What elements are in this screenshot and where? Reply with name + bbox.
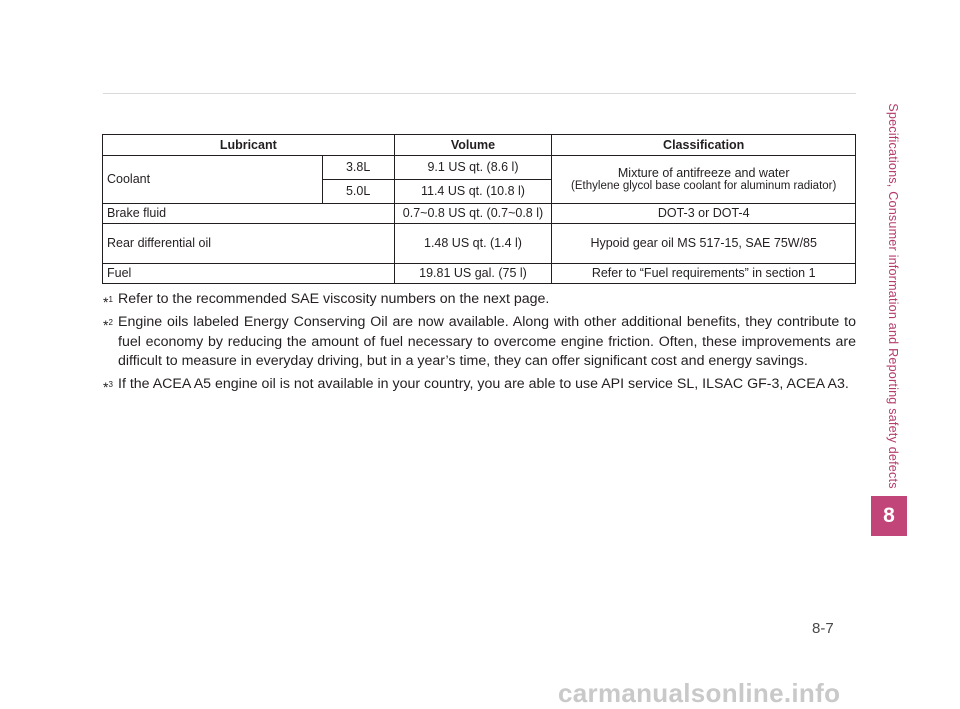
coolant-volume-5-0: 11.4 US qt. (10.8 l) — [394, 180, 552, 204]
header-divider — [103, 93, 856, 94]
header-lubricant: Lubricant — [103, 135, 395, 156]
footnote-text: Refer to the recommended SAE viscosity numbers on the next page. — [118, 291, 550, 307]
brake-fluid-volume: 0.7~0.8 US qt. (0.7~0.8 l) — [394, 204, 552, 224]
footnote-marker: *$^1$ — [103, 294, 113, 310]
coolant-volume-3-8: 9.1 US qt. (8.6 l) — [394, 156, 552, 180]
rear-diff-oil-volume: 1.48 US qt. (1.4 l) — [394, 224, 552, 264]
header-classification: Classification — [552, 135, 856, 156]
footnote-1 — [103, 290, 856, 310]
footnote-3 — [103, 375, 856, 395]
table-header-row — [103, 135, 856, 156]
brake-fluid-label: Brake fluid — [103, 204, 395, 224]
footnote-marker: *$^2$ — [103, 316, 113, 333]
coolant-label: Coolant — [103, 156, 323, 204]
section-title-vertical — [886, 100, 900, 492]
table-row — [103, 156, 856, 180]
watermark: carmanualsonline.info — [558, 678, 841, 708]
lubricant-spec-table — [102, 134, 856, 284]
header-volume: Volume — [394, 135, 552, 156]
page-number: 8-7 — [812, 620, 834, 637]
coolant-classification-line1: Mixture of antifreeze and water — [617, 165, 790, 180]
footnote-text: Engine oils labeled Energy Conserving Oil are now available. Along with other additional benefits, they contribute to fuel economy by reducing the amount of fuel necessary to overcome engine friction. Often, these improvements are difficult to measure in everyday driving, but in a year’s time, they can offer significant cost and energy savings. — [118, 313, 856, 370]
rear-diff-oil-label: Rear differential oil — [103, 224, 395, 264]
coolant-classification-line2: (Ethylene glycol base coolant for aluminum radiator) — [571, 180, 837, 193]
brake-fluid-classification: DOT-3 or DOT-4 — [552, 204, 856, 224]
footnotes — [103, 290, 856, 398]
coolant-classification — [552, 156, 856, 204]
fuel-volume: 19.81 US gal. (75 l) — [394, 264, 552, 284]
chapter-tab: 8 — [871, 496, 907, 536]
coolant-engine-5-0: 5.0L — [322, 180, 394, 204]
table-row — [103, 204, 856, 224]
fuel-classification: Refer to “Fuel requirements” in section 1 — [552, 264, 856, 284]
footnote-2 — [103, 313, 856, 372]
footnote-text: If the ACEA A5 engine oil is not available in your country, you are able to use API service SL, ILSAC GF-3, ACEA A3. — [118, 376, 849, 393]
fuel-label: Fuel — [103, 264, 395, 284]
section-title-text: Specifications, Consumer information and Reporting safety defects — [886, 103, 900, 489]
table-row — [103, 224, 856, 264]
table-row — [103, 264, 856, 284]
footnote-marker: *$^3$ — [103, 379, 113, 396]
coolant-engine-3-8: 3.8L — [322, 156, 394, 180]
rear-diff-oil-classification: Hypoid gear oil MS 517-15, SAE 75W/85 — [552, 224, 856, 264]
